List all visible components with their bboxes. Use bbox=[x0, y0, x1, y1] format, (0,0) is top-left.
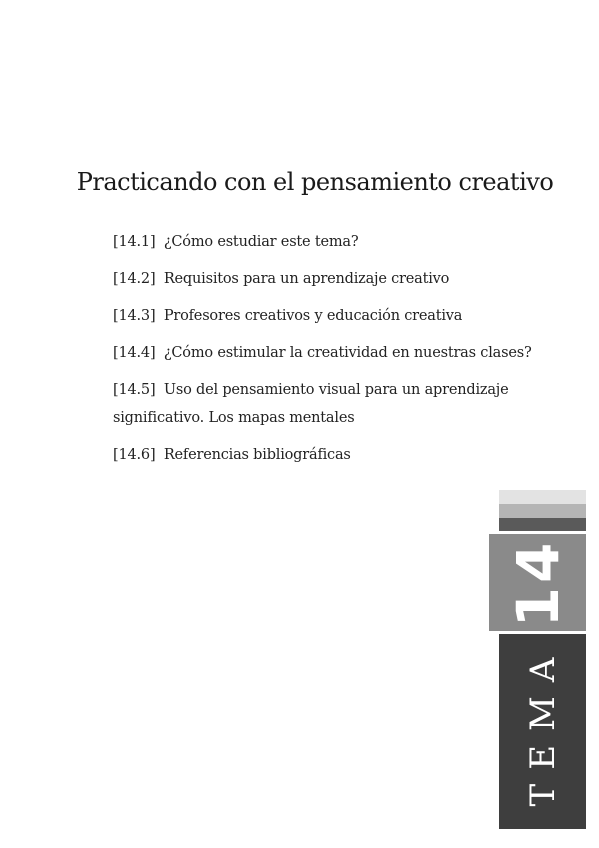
toc-item-number: [14.1] bbox=[113, 234, 156, 250]
toc-item bbox=[113, 302, 533, 330]
toc-item-number: [14.5] bbox=[113, 382, 156, 398]
chapter-number-tab bbox=[489, 534, 586, 631]
toc-item-text: ¿Cómo estimular la creatividad en nuestras clases? bbox=[163, 345, 532, 361]
toc-item bbox=[113, 339, 533, 367]
toc-item-text: Requisitos para un aprendizaje creativo bbox=[163, 271, 450, 287]
toc-item bbox=[113, 265, 533, 293]
page-title: Practicando con el pensamiento creativo bbox=[76, 168, 554, 196]
chapter-label-tab bbox=[499, 634, 586, 829]
toc-item bbox=[113, 376, 533, 432]
toc-item bbox=[113, 228, 533, 256]
tab-stripe-mid bbox=[499, 504, 586, 518]
toc-item-number: [14.2] bbox=[113, 271, 156, 287]
toc-item-text: Referencias bibliográficas bbox=[163, 447, 351, 463]
toc-item-text: Uso del pensamiento visual para un aprendizaje significativo. Los mapas mentales bbox=[113, 382, 509, 426]
toc-item-number: [14.6] bbox=[113, 447, 156, 463]
toc-item bbox=[113, 441, 533, 469]
chapter-number: 14 bbox=[503, 538, 572, 627]
toc-item-number: [14.3] bbox=[113, 308, 156, 324]
tab-stripe-dark bbox=[499, 518, 586, 531]
table-of-contents bbox=[113, 228, 533, 478]
chapter-label: TEMA bbox=[522, 643, 563, 806]
tab-stripe-light bbox=[499, 490, 586, 504]
toc-item-number: [14.4] bbox=[113, 345, 156, 361]
toc-item-text: ¿Cómo estudiar este tema? bbox=[163, 234, 359, 250]
toc-item-text: Profesores creativos y educación creativa bbox=[163, 308, 463, 324]
